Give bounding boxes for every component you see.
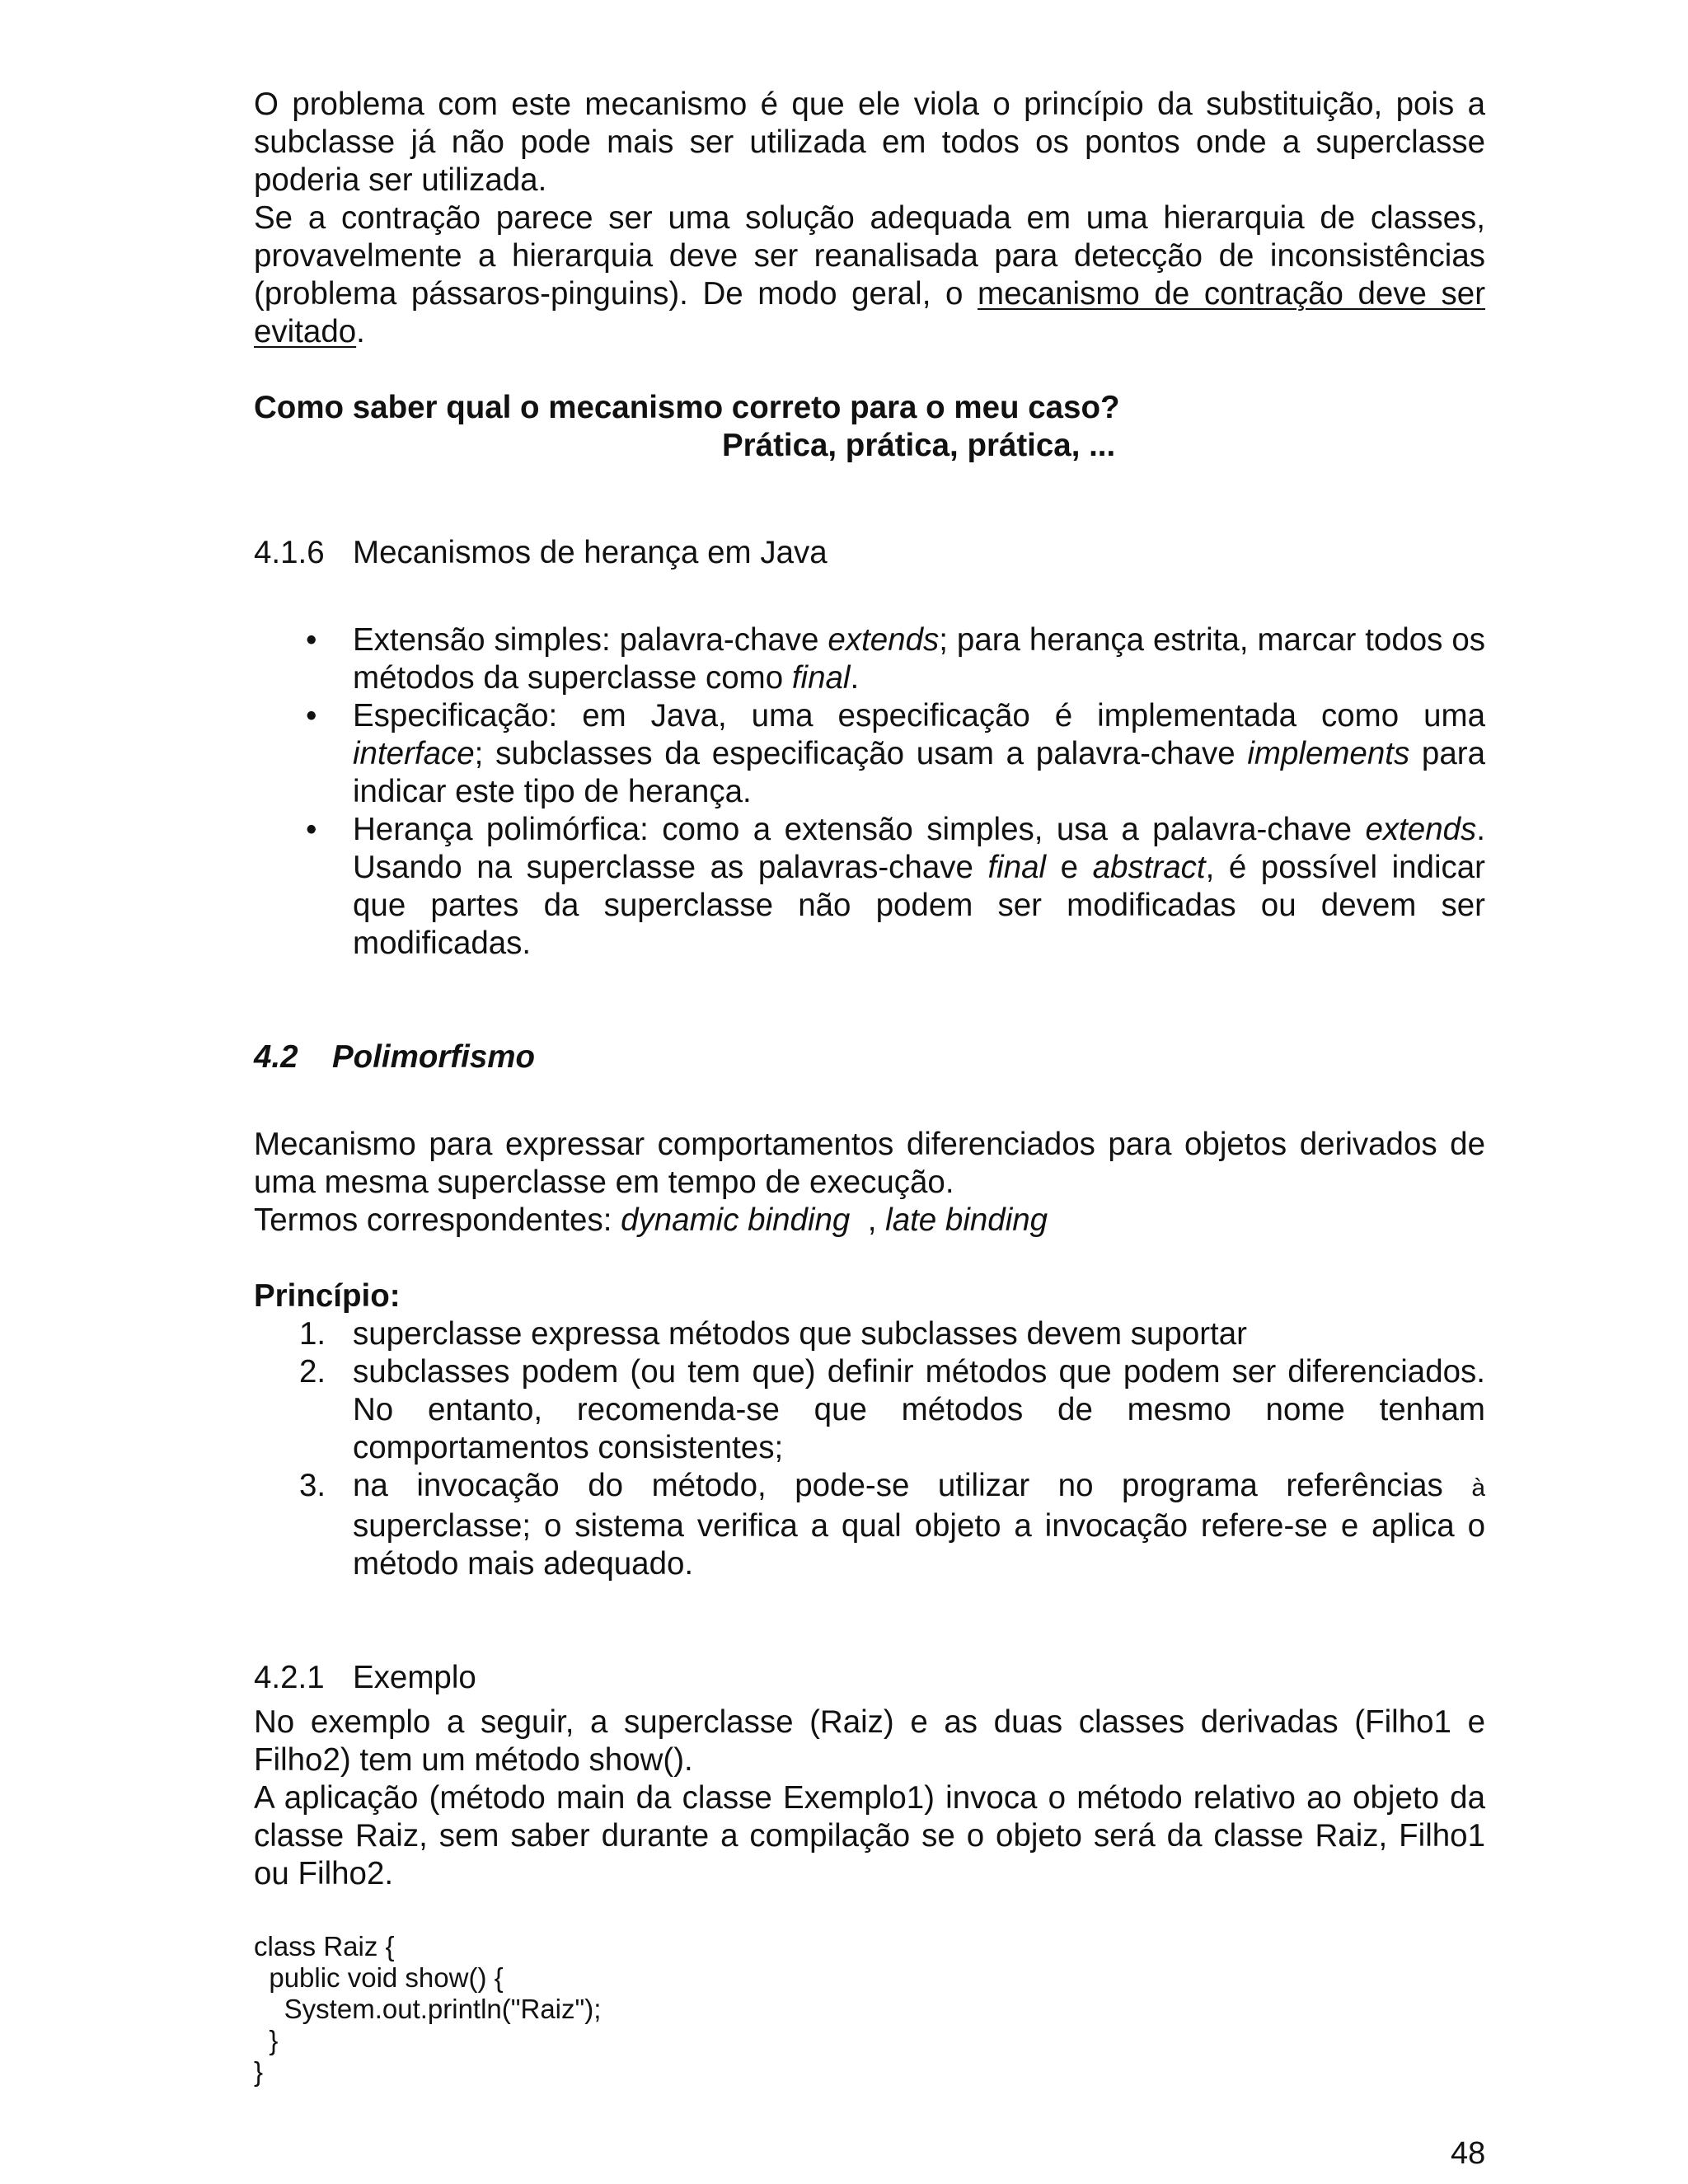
paragraph-substitution: O problema com este mecanismo é que ele viola o princípio da substituição, pois a subclasse já não pode mais ser utilizada em todos os pontos onde a superclasse poderia ser utilizada. (254, 87, 1485, 198)
term: dynamic binding (621, 1202, 851, 1238)
page-number: 48 (1451, 2136, 1486, 2171)
keyword: final (791, 660, 851, 696)
code-block: class Raiz { public void show() { System.out.println("Raiz"); } } (254, 1931, 602, 2087)
text-span: ; subclasses da especificação usam a palavra-chave (474, 736, 1248, 771)
section-heading-4-2 (254, 1038, 1485, 1076)
list-item (254, 1315, 1485, 1353)
list-item (254, 621, 1485, 697)
list-number: 2. (299, 1354, 326, 1390)
text-span: . (850, 660, 860, 696)
text-span: , (850, 1202, 886, 1238)
principles-list (254, 1315, 1485, 1583)
paragraph-contraction-text: Se a contração parece ser uma solução adequada em uma hierarquia de classes, provavelmente a hierarquia deve ser reanalisada para detecção de inconsistências (problema pássaros-pinguins). De modo geral, o (254, 200, 1485, 312)
list-number: 3. (299, 1468, 326, 1503)
section-heading-4-2-1 (254, 1659, 1485, 1697)
list-item (254, 811, 1485, 963)
section-number: 4.1.6 (254, 535, 325, 570)
list-item (254, 697, 1485, 811)
bullet-icon: • (306, 812, 317, 847)
keyword: extends (828, 622, 940, 658)
text-span: Especificação: em Java, uma especificação é implementada como uma (353, 698, 1485, 733)
list-item (254, 1353, 1485, 1467)
keyword: interface (353, 736, 475, 771)
paragraph-example-intro: No exemplo a seguir, a superclasse (Raiz) e as duas classes derivadas (Filho1 e Filho2) tem um método show(). (254, 1704, 1485, 1778)
section-number: 4.2.1 (254, 1660, 325, 1695)
paragraph-terms (254, 1202, 1485, 1240)
principle-heading: Princípio: (254, 1278, 401, 1314)
document-page (254, 86, 1485, 2088)
paragraph-contraction-end: . (356, 314, 365, 349)
text-span: à (1471, 1474, 1485, 1502)
text-span: superclasse expressa métodos que subclasses devem suportar (353, 1316, 1247, 1352)
keyword: abstract (1092, 850, 1206, 885)
section-title: Exemplo (353, 1660, 476, 1695)
bullet-icon: • (306, 622, 317, 658)
bullet-icon: • (306, 698, 317, 733)
section-title: Mecanismos de herança em Java (353, 535, 828, 570)
inheritance-mechanisms-list (254, 621, 1485, 963)
text-span: para indicar este tipo de herança. (353, 736, 1485, 809)
text-span: e (1046, 850, 1093, 885)
section-number: 4.2 (254, 1039, 298, 1075)
text-span: na invocação do método, pode-se utilizar no programa referências (353, 1468, 1472, 1503)
text-span: Termos correspondentes: (254, 1202, 621, 1238)
term: late binding (885, 1202, 1048, 1238)
paragraph-contraction (254, 199, 1485, 351)
text-span: Extensão simples: palavra-chave (353, 622, 828, 658)
section-heading-4-1-6 (254, 534, 1485, 572)
question-heading: Como saber qual o mecanismo correto para o meu caso? (254, 390, 1120, 425)
text-span: subclasses podem (ou tem que) definir métodos que podem ser diferenciados. No entanto, recomenda-se que métodos de mesmo nome tenham comportamentos consistentes; (353, 1354, 1485, 1465)
question-answer: Prática, prática, prática, ... (722, 428, 1116, 463)
text-span: . Usando na superclasse as palavras-chave (353, 812, 1485, 885)
list-number: 1. (299, 1316, 326, 1352)
text-span: ; para herança estrita, marcar todos os métodos da superclasse como (353, 622, 1486, 696)
paragraph-example-app: A aplicação (método main da classe Exemplo1) invoca o método relativo ao objeto da classe Raiz, sem saber durante a compilação se o objeto será da classe Raiz, Filho1 ou Filho2. (254, 1780, 1485, 1891)
keyword: implements (1247, 736, 1410, 771)
text-span: Herança polimórfica: como a extensão simples, usa a palavra-chave (353, 812, 1366, 847)
paragraph-polymorphism: Mecanismo para expressar comportamentos diferenciados para objetos derivados de uma mesma superclasse em tempo de execução. (254, 1127, 1485, 1200)
text-span: superclasse; o sistema verifica a qual objeto a invocação refere-se e aplica o método mais adequado. (353, 1508, 1485, 1582)
underlined-conclusion: mecanismo de contração deve ser evitado (254, 276, 1486, 349)
section-title: Polimorfismo (332, 1039, 536, 1075)
list-item (254, 1467, 1485, 1583)
text-span: , é possível indicar que partes da superclasse não podem ser modificadas ou devem ser modificadas. (353, 850, 1485, 961)
keyword: final (987, 850, 1047, 885)
keyword: extends (1365, 812, 1477, 847)
